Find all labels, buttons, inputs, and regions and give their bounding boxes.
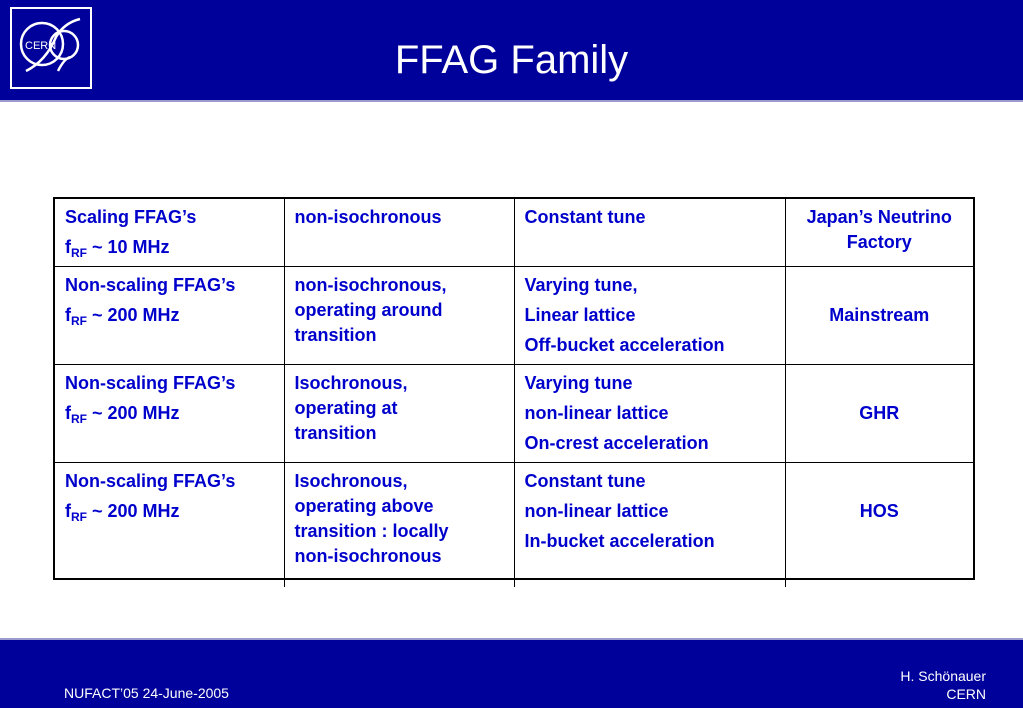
table-cell-isochronicity [284,365,514,463]
cell-line: operating around [294,300,443,320]
freq-value: ~ 200 MHz [87,501,180,521]
cell-label: HOS [859,501,899,521]
cell-line: Non-scaling FFAG’s [65,275,236,295]
cell-line: Non-scaling FFAG’s [65,373,236,393]
freq-symbol: f [65,305,71,325]
table-cell-lattice [514,365,785,463]
cell-line: In-bucket acceleration [524,531,715,551]
cell-line: non-linear lattice [524,403,669,423]
table-row [55,463,973,587]
cell-line: Varying tune, [524,275,638,295]
freq-subscript: RF [71,314,87,328]
footer-conference: NUFACT’05 24-June-2005 [64,685,229,701]
cell-freq [65,401,274,426]
cell-line: non-isochronous [294,207,442,227]
cell-line: operating at [294,398,398,418]
table-cell-isochronicity [284,463,514,587]
table-cell-type [55,365,284,463]
freq-symbol: f [65,501,71,521]
table-row [55,267,973,365]
cell-freq [65,303,274,328]
cell-freq [65,235,274,260]
table-cell-isochronicity [284,199,514,267]
freq-symbol: f [65,403,71,423]
freq-symbol: f [65,237,71,257]
cell-freq [65,499,274,524]
footer-author-name: H. Schönauer [900,668,986,684]
cell-line: Varying tune [524,373,633,393]
cell-line: Scaling FFAG’s [65,207,197,227]
cell-line: Isochronous, [294,471,408,491]
cell-label: GHR [859,403,900,423]
footer-author-org: CERN [946,686,986,702]
cell-line: Constant tune [524,471,646,491]
freq-value: ~ 200 MHz [87,403,180,423]
footer-author [900,667,986,703]
table-cell-name [785,463,973,587]
cell-line: transition [294,423,377,443]
table-cell-name [785,267,973,365]
slide-title: FFAG Family [394,38,629,82]
table-cell-type [55,199,284,267]
cell-label: Japan’s Neutrino Factory [806,207,952,252]
freq-subscript: RF [71,510,87,524]
cell-line: operating above [294,496,434,516]
table-cell-isochronicity [284,267,514,365]
table-cell-name [785,365,973,463]
freq-value: ~ 10 MHz [87,237,170,257]
cell-line: transition [294,325,377,345]
cell-line: transition : locally [294,521,449,541]
logo-text: CERN [25,40,57,52]
cell-line: Constant tune [524,207,646,227]
freq-subscript: RF [71,246,87,260]
table-cell-lattice [514,199,785,267]
table-cell-lattice [514,463,785,587]
cell-line: Non-scaling FFAG’s [65,471,236,491]
table-cell-lattice [514,267,785,365]
ffag-table [53,197,975,580]
freq-subscript: RF [71,412,87,426]
cell-line: non-isochronous, [294,275,447,295]
table-cell-name [785,199,973,267]
cell-line: non-linear lattice [524,501,669,521]
cell-line: On-crest acceleration [524,433,709,453]
cell-line: Linear lattice [524,305,636,325]
cell-line: Isochronous, [294,373,408,393]
header-divider [0,100,1023,102]
table-cell-type [55,463,284,587]
cell-label: Mainstream [829,305,930,325]
table-row [55,199,973,267]
freq-value: ~ 200 MHz [87,305,180,325]
table-cell-type [55,267,284,365]
table-row [55,365,973,463]
cell-line: non-isochronous [294,546,442,566]
cell-line: Off-bucket acceleration [524,335,725,355]
